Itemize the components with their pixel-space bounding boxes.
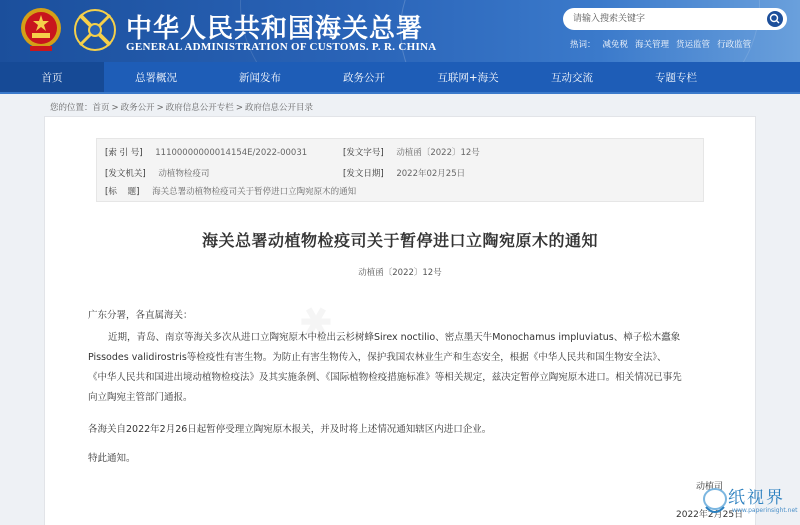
hot-term-link[interactable]: 减免税 xyxy=(602,40,629,50)
nav-item-overview[interactable]: 总署概况 xyxy=(135,72,177,84)
meta-date xyxy=(343,167,465,179)
breadcrumb-separator: > xyxy=(235,103,243,113)
nav-item-special-topics[interactable]: 专题专栏 xyxy=(655,72,697,84)
paragraph-2: 各海关自2022年2月26日起暂停受理立陶宛原木报关，并及时将上述情况通知辖区内进口企业。 xyxy=(88,424,492,435)
watermark-site-url: www.paperinsight.net xyxy=(732,507,798,514)
document-number: 动植函〔2022〕12号 xyxy=(358,268,442,278)
meta-index xyxy=(105,146,307,158)
hot-terms xyxy=(570,38,758,50)
search-box xyxy=(563,8,787,30)
breadcrumb-link[interactable]: 首页 xyxy=(92,103,110,113)
nav-item-interaction[interactable]: 互动交流 xyxy=(551,72,593,84)
search-input[interactable] xyxy=(573,11,753,27)
hot-label: 热词： xyxy=(570,40,596,50)
paragraph-1-line: 《中华人民共和国进出境动植物检疫法》及其实施条例、《国际植物检疫措施标准》等相关规定，兹决定暂停立陶宛原木进口。相关情况已事先 xyxy=(88,372,682,383)
breadcrumb-link[interactable]: 政府信息公开目录 xyxy=(244,103,313,113)
paragraph-1-line: 近期，青岛、南京等海关多次从进口立陶宛原木中检出云杉树蜂Sirex noctilio、密点墨天牛Monochamus impluviatus、樟子松木蠹象 xyxy=(108,332,681,343)
hot-term-link[interactable]: 货运监管 xyxy=(676,40,711,50)
paragraph-1 xyxy=(88,328,708,408)
nav-item-home[interactable]: 首页 xyxy=(0,62,104,94)
meta-title-label: [标 题] xyxy=(105,187,140,197)
meta-org-value: 动植物检疫司 xyxy=(158,169,210,179)
watermark-emblem-icon xyxy=(702,485,728,519)
meta-title xyxy=(105,185,356,197)
meta-docno-value: 动植函〔2022〕12号 xyxy=(396,148,480,158)
hot-term-link[interactable]: 海关管理 xyxy=(635,40,670,50)
meta-docno-label: [发文字号] xyxy=(343,148,384,158)
paragraph-1-line: 向立陶宛主管部门通报。 xyxy=(88,392,193,403)
meta-date-value: 2022年02月25日 xyxy=(396,169,466,179)
document-metadata xyxy=(96,138,704,202)
customs-logo-icon[interactable] xyxy=(72,7,118,53)
nav-item-internet-customs[interactable]: 互联网+海关 xyxy=(437,72,499,84)
meta-index-label: [索 引 号] xyxy=(105,148,143,158)
paragraph-3: 特此通知。 xyxy=(88,453,136,464)
breadcrumb xyxy=(50,101,313,113)
breadcrumb-separator: > xyxy=(156,103,164,113)
signature-date: 2022年2月25日 xyxy=(676,510,744,520)
search-icon[interactable] xyxy=(767,11,783,27)
breadcrumb-label: 您的位置： xyxy=(50,103,93,113)
meta-org-label: [发文机关] xyxy=(105,169,146,179)
site-header xyxy=(0,0,800,62)
site-title-cn: 中华人民共和国海关总署 xyxy=(126,14,424,44)
signature-department: 动植司 xyxy=(696,482,724,492)
watermark-logo xyxy=(702,481,798,525)
document-title: 海关总署动植物检疫司关于暂停进口立陶宛原木的通知 xyxy=(201,231,598,250)
nav-item-government-affairs[interactable]: 政务公开 xyxy=(343,72,385,84)
breadcrumb-link[interactable]: 政务公开 xyxy=(120,103,155,113)
main-nav xyxy=(0,62,800,94)
meta-title-value: 海关总署动植物检疫司关于暂停进口立陶宛原木的通知 xyxy=(152,187,357,197)
salutation: 广东分署，各直属海关： xyxy=(88,310,193,321)
breadcrumb-link[interactable]: 政府信息公开专栏 xyxy=(165,103,234,113)
watermark-site-name: 纸视界 xyxy=(728,488,785,508)
national-emblem-icon[interactable] xyxy=(18,6,64,54)
nav-item-news[interactable]: 新闻发布 xyxy=(239,72,281,84)
breadcrumb-separator: > xyxy=(111,103,119,113)
site-title-en: GENERAL ADMINISTRATION OF CUSTOMS. P. R. CHINA xyxy=(126,41,437,53)
meta-index-value: 11100000000014154E/2022-00031 xyxy=(155,148,308,158)
meta-date-label: [发文日期] xyxy=(343,169,384,179)
hot-term-link[interactable]: 行政监管 xyxy=(717,40,752,50)
nav-divider xyxy=(0,92,800,94)
meta-docno xyxy=(343,146,480,158)
paragraph-1-line: Pissodes validirostris等检疫性有害生物。为防止有害生物传入，保护我国农林业生产和生态安全，根据《中华人民共和国生物安全法》、 xyxy=(88,352,667,363)
meta-org xyxy=(105,167,209,179)
